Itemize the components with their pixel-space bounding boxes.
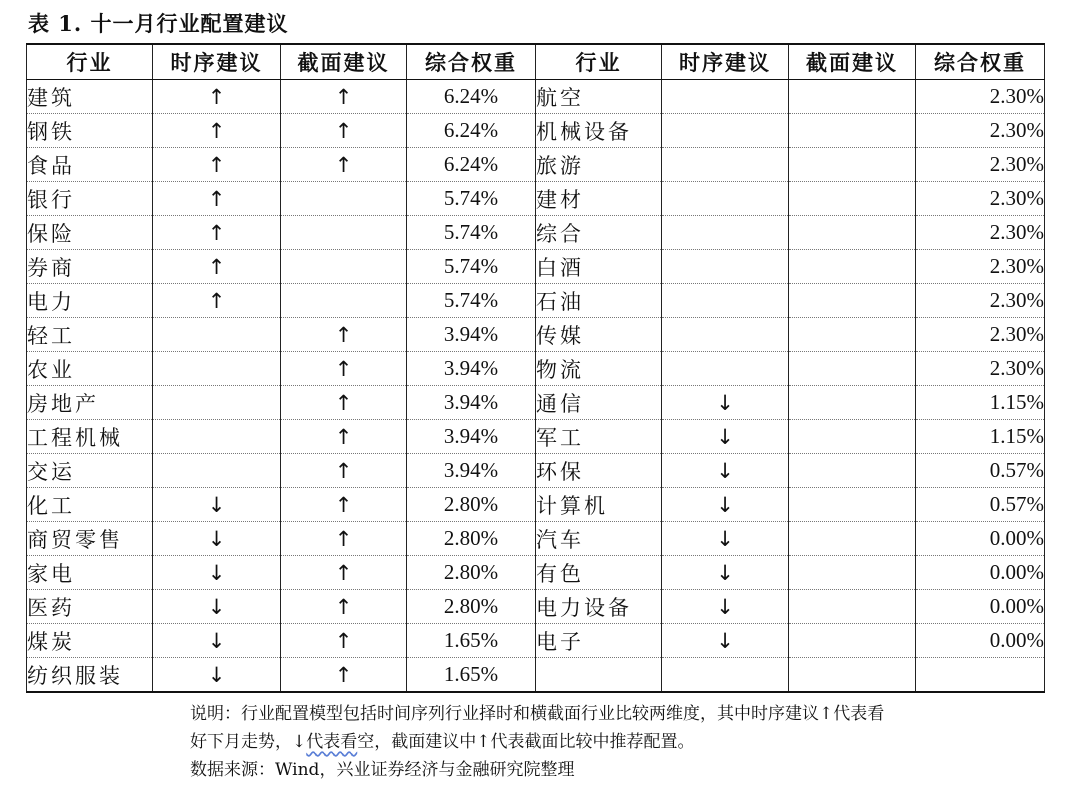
timing-cell-right: ↓ — [662, 488, 789, 522]
cross-section-cell-right — [789, 182, 916, 216]
timing-cell-right — [662, 352, 789, 386]
cross-section-cell-right — [789, 522, 916, 556]
timing-cell — [153, 318, 281, 352]
header-industry-2: 行业 — [536, 44, 662, 80]
cross-section-cell — [281, 182, 407, 216]
industry-cell: 商贸零售 — [27, 522, 153, 556]
cross-section-cell: ↑ — [281, 148, 407, 182]
table-row — [27, 556, 1045, 590]
weight-cell-right: 2.30% — [916, 250, 1045, 284]
weight-cell: 5.74% — [407, 284, 536, 318]
timing-cell — [153, 352, 281, 386]
weight-cell-right: 0.00% — [916, 624, 1045, 658]
cross-section-cell — [281, 250, 407, 284]
header-timing-2: 时序建议 — [662, 44, 789, 80]
cross-section-cell-right — [789, 80, 916, 114]
industry-cell-right: 旅游 — [536, 148, 662, 182]
timing-cell: ↑ — [153, 80, 281, 114]
cross-section-cell-right — [789, 386, 916, 420]
industry-cell: 建筑 — [27, 80, 153, 114]
cross-section-cell: ↑ — [281, 386, 407, 420]
industry-cell-right: 航空 — [536, 80, 662, 114]
timing-cell: ↑ — [153, 284, 281, 318]
weight-cell: 6.24% — [407, 80, 536, 114]
weight-cell: 6.24% — [407, 148, 536, 182]
timing-cell-right: ↓ — [662, 386, 789, 420]
timing-cell-right — [662, 182, 789, 216]
timing-cell: ↓ — [153, 488, 281, 522]
industry-cell: 银行 — [27, 182, 153, 216]
table-row — [27, 352, 1045, 386]
table-row — [27, 420, 1045, 454]
timing-cell: ↓ — [153, 590, 281, 624]
weight-cell-right: 1.15% — [916, 386, 1045, 420]
cross-section-cell: ↑ — [281, 80, 407, 114]
timing-cell: ↓ — [153, 522, 281, 556]
industry-cell-right: 通信 — [536, 386, 662, 420]
industry-cell: 煤炭 — [27, 624, 153, 658]
timing-cell: ↑ — [153, 114, 281, 148]
cross-section-cell: ↑ — [281, 454, 407, 488]
weight-cell: 2.80% — [407, 488, 536, 522]
industry-cell: 房地产 — [27, 386, 153, 420]
table-row — [27, 250, 1045, 284]
cross-section-cell: ↑ — [281, 624, 407, 658]
table-row — [27, 488, 1045, 522]
weight-cell-right: 2.30% — [916, 318, 1045, 352]
header-row — [27, 44, 1045, 80]
data-source: 数据来源：Wind，兴业证券经济与金融研究院整理 — [190, 760, 575, 780]
timing-cell: ↓ — [153, 624, 281, 658]
notes-line-2-a: 好下月走势，↓ — [190, 732, 307, 752]
notes-line-2 — [190, 728, 1050, 756]
cross-section-cell-right — [789, 556, 916, 590]
weight-cell-right: 2.30% — [916, 114, 1045, 148]
timing-cell-right: ↓ — [662, 624, 789, 658]
industry-cell-right: 汽车 — [536, 522, 662, 556]
industry-cell: 家电 — [27, 556, 153, 590]
cross-section-cell-right — [789, 420, 916, 454]
cross-section-cell-right — [789, 454, 916, 488]
header-industry: 行业 — [27, 44, 153, 80]
cross-section-cell-right — [789, 590, 916, 624]
weight-cell: 3.94% — [407, 352, 536, 386]
weight-cell: 5.74% — [407, 216, 536, 250]
notes-line-2-c: 空，截面建议中↑代表截面比较中推荐配置。 — [357, 732, 695, 752]
table-row — [27, 182, 1045, 216]
header-timing: 时序建议 — [153, 44, 281, 80]
weight-cell: 1.65% — [407, 624, 536, 658]
timing-cell: ↑ — [153, 216, 281, 250]
industry-cell: 食品 — [27, 148, 153, 182]
weight-cell: 5.74% — [407, 182, 536, 216]
cross-section-cell: ↑ — [281, 658, 407, 693]
timing-cell — [153, 386, 281, 420]
weight-cell: 2.80% — [407, 590, 536, 624]
cross-section-cell: ↑ — [281, 556, 407, 590]
cross-section-cell: ↑ — [281, 522, 407, 556]
table-row — [27, 590, 1045, 624]
table-row — [27, 216, 1045, 250]
industry-cell-right — [536, 658, 662, 693]
cross-section-cell-right — [789, 658, 916, 693]
timing-cell-right — [662, 114, 789, 148]
timing-cell-right: ↓ — [662, 522, 789, 556]
industry-cell: 钢铁 — [27, 114, 153, 148]
header-cross-section: 截面建议 — [281, 44, 407, 80]
timing-cell: ↓ — [153, 658, 281, 693]
timing-cell-right: ↓ — [662, 590, 789, 624]
weight-cell-right: 2.30% — [916, 182, 1045, 216]
cross-section-cell-right — [789, 148, 916, 182]
table-caption: 表 1. 十一月行业配置建议 — [28, 11, 289, 36]
cross-section-cell: ↑ — [281, 590, 407, 624]
table-row — [27, 658, 1045, 693]
industry-cell-right: 有色 — [536, 556, 662, 590]
timing-cell — [153, 420, 281, 454]
weight-cell-right: 0.00% — [916, 590, 1045, 624]
weight-cell: 3.94% — [407, 386, 536, 420]
cross-section-cell-right — [789, 250, 916, 284]
industry-cell-right: 白酒 — [536, 250, 662, 284]
industry-cell-right: 传媒 — [536, 318, 662, 352]
table-row — [27, 114, 1045, 148]
cross-section-cell: ↑ — [281, 488, 407, 522]
weight-cell-right: 2.30% — [916, 216, 1045, 250]
weight-cell: 2.80% — [407, 522, 536, 556]
timing-cell-right — [662, 658, 789, 693]
industry-cell-right: 电子 — [536, 624, 662, 658]
timing-cell-right — [662, 148, 789, 182]
cross-section-cell-right — [789, 624, 916, 658]
industry-cell-right: 机械设备 — [536, 114, 662, 148]
timing-cell: ↑ — [153, 250, 281, 284]
industry-cell-right: 电力设备 — [536, 590, 662, 624]
industry-cell: 工程机械 — [27, 420, 153, 454]
industry-cell: 保险 — [27, 216, 153, 250]
timing-cell-right: ↓ — [662, 420, 789, 454]
timing-cell-right: ↓ — [662, 454, 789, 488]
weight-cell: 3.94% — [407, 420, 536, 454]
timing-cell: ↑ — [153, 182, 281, 216]
industry-cell-right: 军工 — [536, 420, 662, 454]
weight-cell: 3.94% — [407, 454, 536, 488]
weight-cell: 5.74% — [407, 250, 536, 284]
table-row — [27, 148, 1045, 182]
industry-cell: 纺织服装 — [27, 658, 153, 693]
weight-cell-right: 2.30% — [916, 352, 1045, 386]
weight-cell-right: 0.00% — [916, 522, 1045, 556]
weight-cell-right: 0.57% — [916, 488, 1045, 522]
cross-section-cell-right — [789, 318, 916, 352]
industry-cell: 医药 — [27, 590, 153, 624]
weight-cell-right: 2.30% — [916, 284, 1045, 318]
timing-cell-right — [662, 216, 789, 250]
weight-cell: 3.94% — [407, 318, 536, 352]
cross-section-cell-right — [789, 216, 916, 250]
industry-cell-right: 石油 — [536, 284, 662, 318]
industry-cell-right: 环保 — [536, 454, 662, 488]
industry-cell: 电力 — [27, 284, 153, 318]
industry-cell-right: 建材 — [536, 182, 662, 216]
weight-cell-right: 0.57% — [916, 454, 1045, 488]
industry-cell: 券商 — [27, 250, 153, 284]
weight-cell: 2.80% — [407, 556, 536, 590]
table-notes — [190, 700, 1050, 784]
timing-cell-right — [662, 250, 789, 284]
weight-cell-right: 0.00% — [916, 556, 1045, 590]
industry-cell: 交运 — [27, 454, 153, 488]
industry-cell-right: 综合 — [536, 216, 662, 250]
cross-section-cell: ↑ — [281, 352, 407, 386]
timing-cell-right — [662, 80, 789, 114]
cross-section-cell: ↑ — [281, 114, 407, 148]
industry-cell-right: 计算机 — [536, 488, 662, 522]
notes-line-2-b: 代表看 — [306, 732, 358, 752]
cross-section-cell: ↑ — [281, 318, 407, 352]
header-cross-section-2: 截面建议 — [789, 44, 916, 80]
table-row — [27, 318, 1045, 352]
cross-section-cell-right — [789, 488, 916, 522]
weight-cell-right — [916, 658, 1045, 693]
cross-section-cell-right — [789, 114, 916, 148]
cross-section-cell: ↑ — [281, 420, 407, 454]
table-row — [27, 522, 1045, 556]
timing-cell — [153, 454, 281, 488]
timing-cell: ↓ — [153, 556, 281, 590]
weight-cell-right: 2.30% — [916, 148, 1045, 182]
header-weight: 综合权重 — [407, 44, 536, 80]
timing-cell-right — [662, 318, 789, 352]
timing-cell-right: ↓ — [662, 556, 789, 590]
industry-cell-right: 物流 — [536, 352, 662, 386]
table-row — [27, 80, 1045, 114]
cross-section-cell-right — [789, 284, 916, 318]
weight-cell-right: 1.15% — [916, 420, 1045, 454]
timing-cell: ↑ — [153, 148, 281, 182]
weight-cell-right: 2.30% — [916, 80, 1045, 114]
cross-section-cell-right — [789, 352, 916, 386]
table-row — [27, 454, 1045, 488]
weight-cell: 6.24% — [407, 114, 536, 148]
industry-cell: 农业 — [27, 352, 153, 386]
industry-allocation-table — [26, 43, 1045, 693]
header-weight-2: 综合权重 — [916, 44, 1045, 80]
weight-cell: 1.65% — [407, 658, 536, 693]
industry-cell: 轻工 — [27, 318, 153, 352]
cross-section-cell — [281, 216, 407, 250]
table-row — [27, 624, 1045, 658]
table-row — [27, 386, 1045, 420]
timing-cell-right — [662, 284, 789, 318]
table-row — [27, 284, 1045, 318]
industry-cell: 化工 — [27, 488, 153, 522]
notes-line-1: 说明：行业配置模型包括时间序列行业择时和横截面行业比较两维度，其中时序建议↑代表看 — [190, 704, 885, 724]
cross-section-cell — [281, 284, 407, 318]
